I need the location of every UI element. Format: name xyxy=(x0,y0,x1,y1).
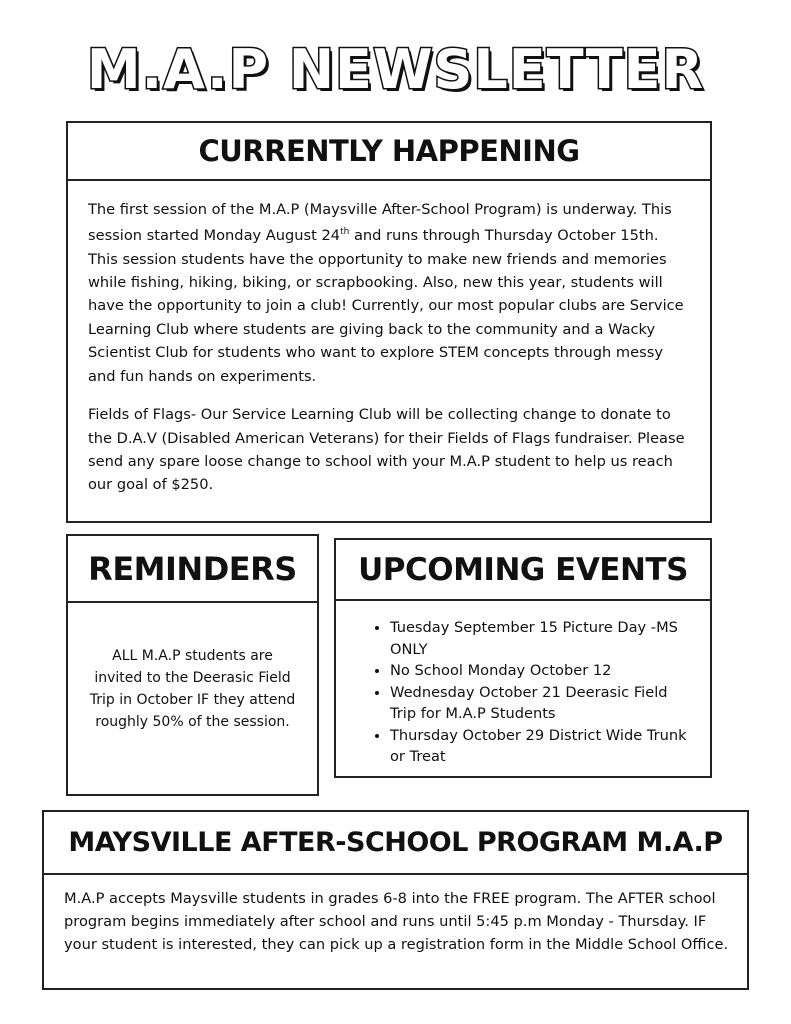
fields-of-flags-paragraph: Fields of Flags- Our Service Learning Club will be collecting change to donate to the D.A.V (Disabled American Veterans) for their Fields of Flags fundraiser. Please send any spare loose change to school with your M.A.P student to help us reach our goal of $250. xyxy=(88,406,685,494)
event-item: • No School Monday October 12 xyxy=(390,660,690,682)
currently-happening-section xyxy=(66,121,712,523)
currently-happening-body xyxy=(68,181,710,497)
event-item: • Wednesday October 21 Deerasic Field Trip for M.A.P Students xyxy=(390,682,690,725)
program-heading: MAYSVILLE AFTER-SCHOOL PROGRAM M.A.P xyxy=(44,812,747,875)
reminders-text: ALL M.A.P students are invited to the Deerasic Field Trip in October IF they attend roughly 50% of the session. xyxy=(89,648,296,730)
upcoming-events-heading: UPCOMING EVENTS xyxy=(336,540,710,601)
upcoming-events-section xyxy=(334,538,712,778)
session-paragraph xyxy=(88,198,690,388)
ordinal-suffix: th xyxy=(340,227,350,238)
event-item: • Tuesday September 15 Picture Day -MS ONLY xyxy=(390,617,690,660)
event-item: • Thursday October 29 District Wide Trunk or Treat xyxy=(390,725,690,768)
program-section xyxy=(42,810,749,990)
events-list xyxy=(336,617,710,768)
newsletter-title: M.A.P NEWSLETTER xyxy=(86,38,705,101)
reminders-section xyxy=(66,534,319,796)
session-text-end: and runs through Thursday October 15th. This session students have the opportunity to make new friends and memories while fishing, hiking, biking, or scrapbooking. Also, new this year, students will have the opportunity to join a club! Currently, our most popular clubs are Service Learning Club where students are giving back to the community and a Wacky Scientist Club for students who want to explore STEM concepts through messy and fun hands on experiments. xyxy=(88,227,684,385)
session-text-start: The first session of the M.A.P (Maysville After-School Program) is underway. This session started Monday August 24 xyxy=(88,201,672,245)
currently-happening-heading: CURRENTLY HAPPENING xyxy=(68,123,710,181)
reminders-heading: REMINDERS xyxy=(68,536,317,603)
program-text: M.A.P accepts Maysville students in grades 6-8 into the FREE program. The AFTER school program begins immediately after school and runs until 5:45 p.m Monday - Thursday. IF your student is interested, they can pick up a registration form in the Middle School Office. xyxy=(64,890,729,954)
